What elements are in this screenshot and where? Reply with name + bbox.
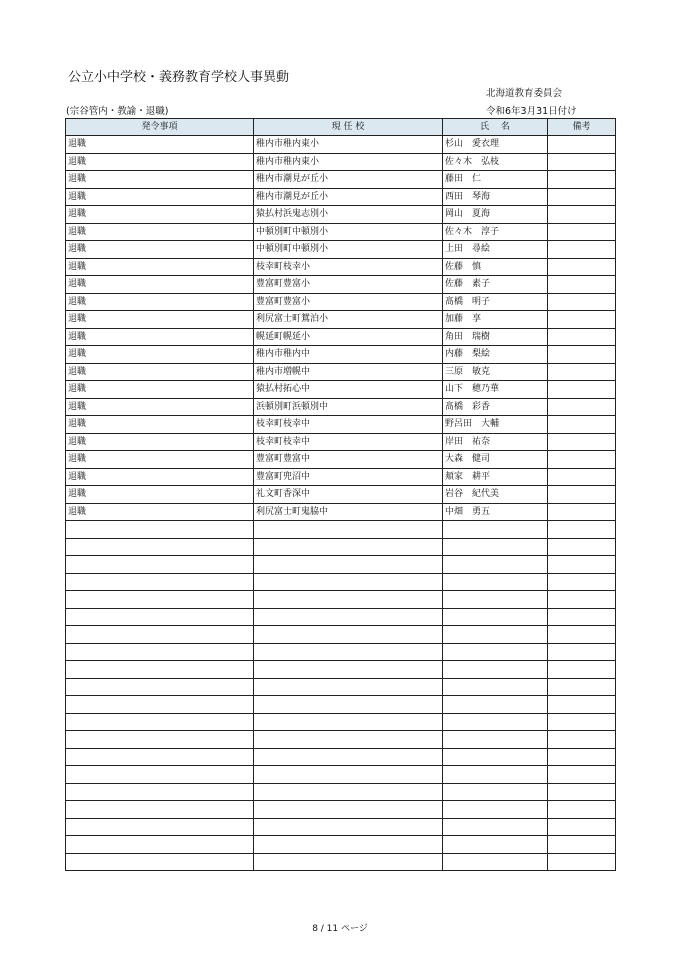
table-row	[66, 328, 616, 346]
cell-name: 上田 尋絵	[443, 241, 548, 259]
table-row	[66, 486, 616, 504]
empty-cell	[66, 818, 254, 836]
cell-name: 藤田 仁	[443, 171, 548, 189]
empty-cell	[254, 678, 443, 696]
empty-cell	[66, 748, 254, 766]
cell-name: 佐藤 素子	[443, 276, 548, 294]
empty-cell	[548, 661, 616, 679]
empty-row	[66, 696, 616, 714]
empty-cell	[66, 591, 254, 609]
cell-note	[548, 468, 616, 486]
cell-school: 豊富町豊富小	[254, 276, 443, 294]
empty-row	[66, 626, 616, 644]
empty-cell	[254, 748, 443, 766]
cell-name: 三原 敏克	[443, 363, 548, 381]
empty-row	[66, 853, 616, 871]
empty-cell	[443, 713, 548, 731]
cell-note	[548, 363, 616, 381]
cell-note	[548, 346, 616, 364]
table-row	[66, 398, 616, 416]
cell-school: 礼文町香深中	[254, 486, 443, 504]
cell-note	[548, 416, 616, 434]
cell-school: 浜頓別町浜頓別中	[254, 398, 443, 416]
table-row	[66, 381, 616, 399]
cell-name: 髙橋 彩香	[443, 398, 548, 416]
table-row	[66, 223, 616, 241]
cell-action: 退職	[66, 451, 254, 469]
cell-note	[548, 293, 616, 311]
empty-cell	[548, 818, 616, 836]
cell-note	[548, 433, 616, 451]
table-row	[66, 451, 616, 469]
cell-action: 退職	[66, 486, 254, 504]
empty-cell	[443, 853, 548, 871]
empty-cell	[254, 556, 443, 574]
cell-action: 退職	[66, 346, 254, 364]
cell-note	[548, 136, 616, 154]
empty-cell	[443, 696, 548, 714]
cell-note	[548, 276, 616, 294]
empty-cell	[443, 643, 548, 661]
empty-cell	[443, 626, 548, 644]
cell-name: 大森 健司	[443, 451, 548, 469]
empty-cell	[548, 556, 616, 574]
empty-cell	[254, 696, 443, 714]
cell-name: 西田 琴海	[443, 188, 548, 206]
cell-note	[548, 311, 616, 329]
cell-name: 髙橋 明子	[443, 293, 548, 311]
table-row	[66, 206, 616, 224]
cell-action: 退職	[66, 223, 254, 241]
empty-row	[66, 521, 616, 539]
empty-row	[66, 783, 616, 801]
empty-cell	[443, 538, 548, 556]
cell-school: 中頓別町中頓別小	[254, 241, 443, 259]
cell-school: 豊富町豊富中	[254, 451, 443, 469]
cell-name: 角田 瑞樹	[443, 328, 548, 346]
cell-note	[548, 258, 616, 276]
empty-cell	[66, 713, 254, 731]
empty-row	[66, 748, 616, 766]
cell-action: 退職	[66, 503, 254, 521]
empty-cell	[66, 801, 254, 819]
empty-row	[66, 556, 616, 574]
cell-note	[548, 398, 616, 416]
empty-cell	[443, 591, 548, 609]
cell-action: 退職	[66, 241, 254, 259]
cell-name: 岡山 夏海	[443, 206, 548, 224]
empty-cell	[548, 853, 616, 871]
cell-name: 佐々木 淳子	[443, 223, 548, 241]
cell-action: 退職	[66, 328, 254, 346]
empty-cell	[254, 853, 443, 871]
empty-row	[66, 713, 616, 731]
cell-name: 佐々木 弘枝	[443, 153, 548, 171]
empty-cell	[66, 678, 254, 696]
empty-cell	[66, 538, 254, 556]
empty-cell	[66, 836, 254, 854]
header-note: 備考	[548, 119, 616, 136]
empty-cell	[548, 573, 616, 591]
cell-note	[548, 153, 616, 171]
table-row	[66, 433, 616, 451]
empty-cell	[548, 538, 616, 556]
table-header-row	[66, 119, 616, 136]
empty-cell	[443, 556, 548, 574]
empty-row	[66, 661, 616, 679]
empty-cell	[548, 591, 616, 609]
cell-school: 幌延町幌延小	[254, 328, 443, 346]
empty-cell	[254, 591, 443, 609]
cell-school: 猿払村浜鬼志別小	[254, 206, 443, 224]
cell-name: 佐藤 慎	[443, 258, 548, 276]
empty-cell	[66, 731, 254, 749]
cell-name: 野呂田 大輔	[443, 416, 548, 434]
table-row	[66, 503, 616, 521]
personnel-table	[65, 118, 616, 871]
cell-school: 稚内市増幌中	[254, 363, 443, 381]
cell-note	[548, 223, 616, 241]
empty-cell	[254, 801, 443, 819]
empty-cell	[443, 836, 548, 854]
cell-school: 利尻富士町鬼脇中	[254, 503, 443, 521]
empty-cell	[548, 713, 616, 731]
cell-school: 枝幸町枝幸中	[254, 416, 443, 434]
empty-cell	[254, 713, 443, 731]
cell-school: 稚内市稚内東小	[254, 136, 443, 154]
issuer: 北海道教育委員会	[486, 88, 563, 99]
cell-action: 退職	[66, 416, 254, 434]
empty-row	[66, 801, 616, 819]
empty-cell	[548, 836, 616, 854]
table-row	[66, 276, 616, 294]
cell-name: 内藤 梨絵	[443, 346, 548, 364]
empty-cell	[548, 521, 616, 539]
cell-action: 退職	[66, 258, 254, 276]
empty-cell	[254, 766, 443, 784]
empty-cell	[443, 678, 548, 696]
empty-cell	[66, 573, 254, 591]
empty-cell	[548, 766, 616, 784]
empty-cell	[548, 643, 616, 661]
empty-cell	[443, 818, 548, 836]
cell-name: 中畑 勇五	[443, 503, 548, 521]
empty-cell	[548, 748, 616, 766]
cell-note	[548, 171, 616, 189]
cell-note	[548, 381, 616, 399]
empty-cell	[66, 783, 254, 801]
empty-row	[66, 573, 616, 591]
empty-cell	[548, 731, 616, 749]
cell-school: 豊富町豊富小	[254, 293, 443, 311]
cell-action: 退職	[66, 468, 254, 486]
empty-cell	[548, 678, 616, 696]
cell-action: 退職	[66, 188, 254, 206]
cell-school: 中頓別町中頓別小	[254, 223, 443, 241]
cell-name: 頬家 耕平	[443, 468, 548, 486]
empty-row	[66, 678, 616, 696]
cell-note	[548, 451, 616, 469]
cell-school: 枝幸町枝幸中	[254, 433, 443, 451]
cell-name: 杉山 愛衣理	[443, 136, 548, 154]
empty-cell	[66, 608, 254, 626]
empty-cell	[254, 643, 443, 661]
empty-cell	[254, 608, 443, 626]
cell-action: 退職	[66, 293, 254, 311]
empty-cell	[254, 836, 443, 854]
cell-action: 退職	[66, 276, 254, 294]
empty-row	[66, 591, 616, 609]
cell-school: 稚内市稚内中	[254, 346, 443, 364]
empty-cell	[254, 538, 443, 556]
empty-row	[66, 731, 616, 749]
empty-cell	[443, 731, 548, 749]
empty-row	[66, 766, 616, 784]
table-row	[66, 258, 616, 276]
header-name: 氏 名	[443, 119, 548, 136]
empty-cell	[254, 573, 443, 591]
cell-note	[548, 206, 616, 224]
empty-cell	[443, 766, 548, 784]
cell-action: 退職	[66, 363, 254, 381]
empty-cell	[443, 573, 548, 591]
table-row	[66, 188, 616, 206]
table-row	[66, 241, 616, 259]
cell-action: 退職	[66, 153, 254, 171]
empty-row	[66, 538, 616, 556]
cell-school: 猿払村拓心中	[254, 381, 443, 399]
cell-school: 利尻富士町鴛泊小	[254, 311, 443, 329]
empty-cell	[443, 748, 548, 766]
empty-cell	[66, 556, 254, 574]
empty-cell	[254, 783, 443, 801]
empty-cell	[66, 643, 254, 661]
page-number: 8 / 11 ページ	[312, 924, 368, 934]
header-action: 発令事項	[66, 119, 254, 136]
effective-date: 令和6年3月31日付け	[486, 106, 577, 117]
empty-cell	[66, 626, 254, 644]
empty-cell	[548, 696, 616, 714]
document-subtitle: (宗谷管内・教諭・退職)	[66, 106, 169, 117]
empty-row	[66, 836, 616, 854]
empty-cell	[254, 626, 443, 644]
cell-action: 退職	[66, 311, 254, 329]
cell-school: 豊富町兜沼中	[254, 468, 443, 486]
cell-school: 稚内市稚内東小	[254, 153, 443, 171]
table-row	[66, 136, 616, 154]
empty-cell	[254, 818, 443, 836]
table-row	[66, 346, 616, 364]
empty-cell	[66, 696, 254, 714]
table-row	[66, 311, 616, 329]
cell-note	[548, 503, 616, 521]
cell-note	[548, 188, 616, 206]
empty-row	[66, 818, 616, 836]
empty-cell	[66, 853, 254, 871]
empty-cell	[548, 626, 616, 644]
empty-cell	[66, 766, 254, 784]
cell-name: 岩谷 紀代美	[443, 486, 548, 504]
empty-cell	[66, 521, 254, 539]
cell-action: 退職	[66, 398, 254, 416]
cell-name: 山下 穂乃華	[443, 381, 548, 399]
empty-cell	[548, 608, 616, 626]
empty-cell	[443, 521, 548, 539]
table-row	[66, 171, 616, 189]
empty-row	[66, 643, 616, 661]
cell-school: 稚内市潮見が丘小	[254, 171, 443, 189]
table-row	[66, 363, 616, 381]
cell-action: 退職	[66, 381, 254, 399]
empty-cell	[443, 608, 548, 626]
empty-cell	[443, 783, 548, 801]
table-row	[66, 468, 616, 486]
empty-cell	[548, 783, 616, 801]
cell-school: 枝幸町枝幸小	[254, 258, 443, 276]
cell-action: 退職	[66, 433, 254, 451]
cell-note	[548, 241, 616, 259]
table-row	[66, 153, 616, 171]
cell-note	[548, 328, 616, 346]
document-title: 公立小中学校・義務教育学校人事異動	[68, 70, 290, 85]
empty-cell	[254, 661, 443, 679]
empty-cell	[443, 661, 548, 679]
cell-name: 岸田 祐奈	[443, 433, 548, 451]
empty-cell	[254, 731, 443, 749]
cell-action: 退職	[66, 136, 254, 154]
empty-row	[66, 608, 616, 626]
cell-school: 稚内市潮見が丘小	[254, 188, 443, 206]
cell-action: 退職	[66, 171, 254, 189]
empty-cell	[254, 521, 443, 539]
header-school: 現 任 校	[254, 119, 443, 136]
table-row	[66, 293, 616, 311]
empty-cell	[548, 801, 616, 819]
empty-cell	[443, 801, 548, 819]
cell-action: 退職	[66, 206, 254, 224]
empty-cell	[66, 661, 254, 679]
cell-name: 加藤 享	[443, 311, 548, 329]
table-row	[66, 416, 616, 434]
cell-note	[548, 486, 616, 504]
